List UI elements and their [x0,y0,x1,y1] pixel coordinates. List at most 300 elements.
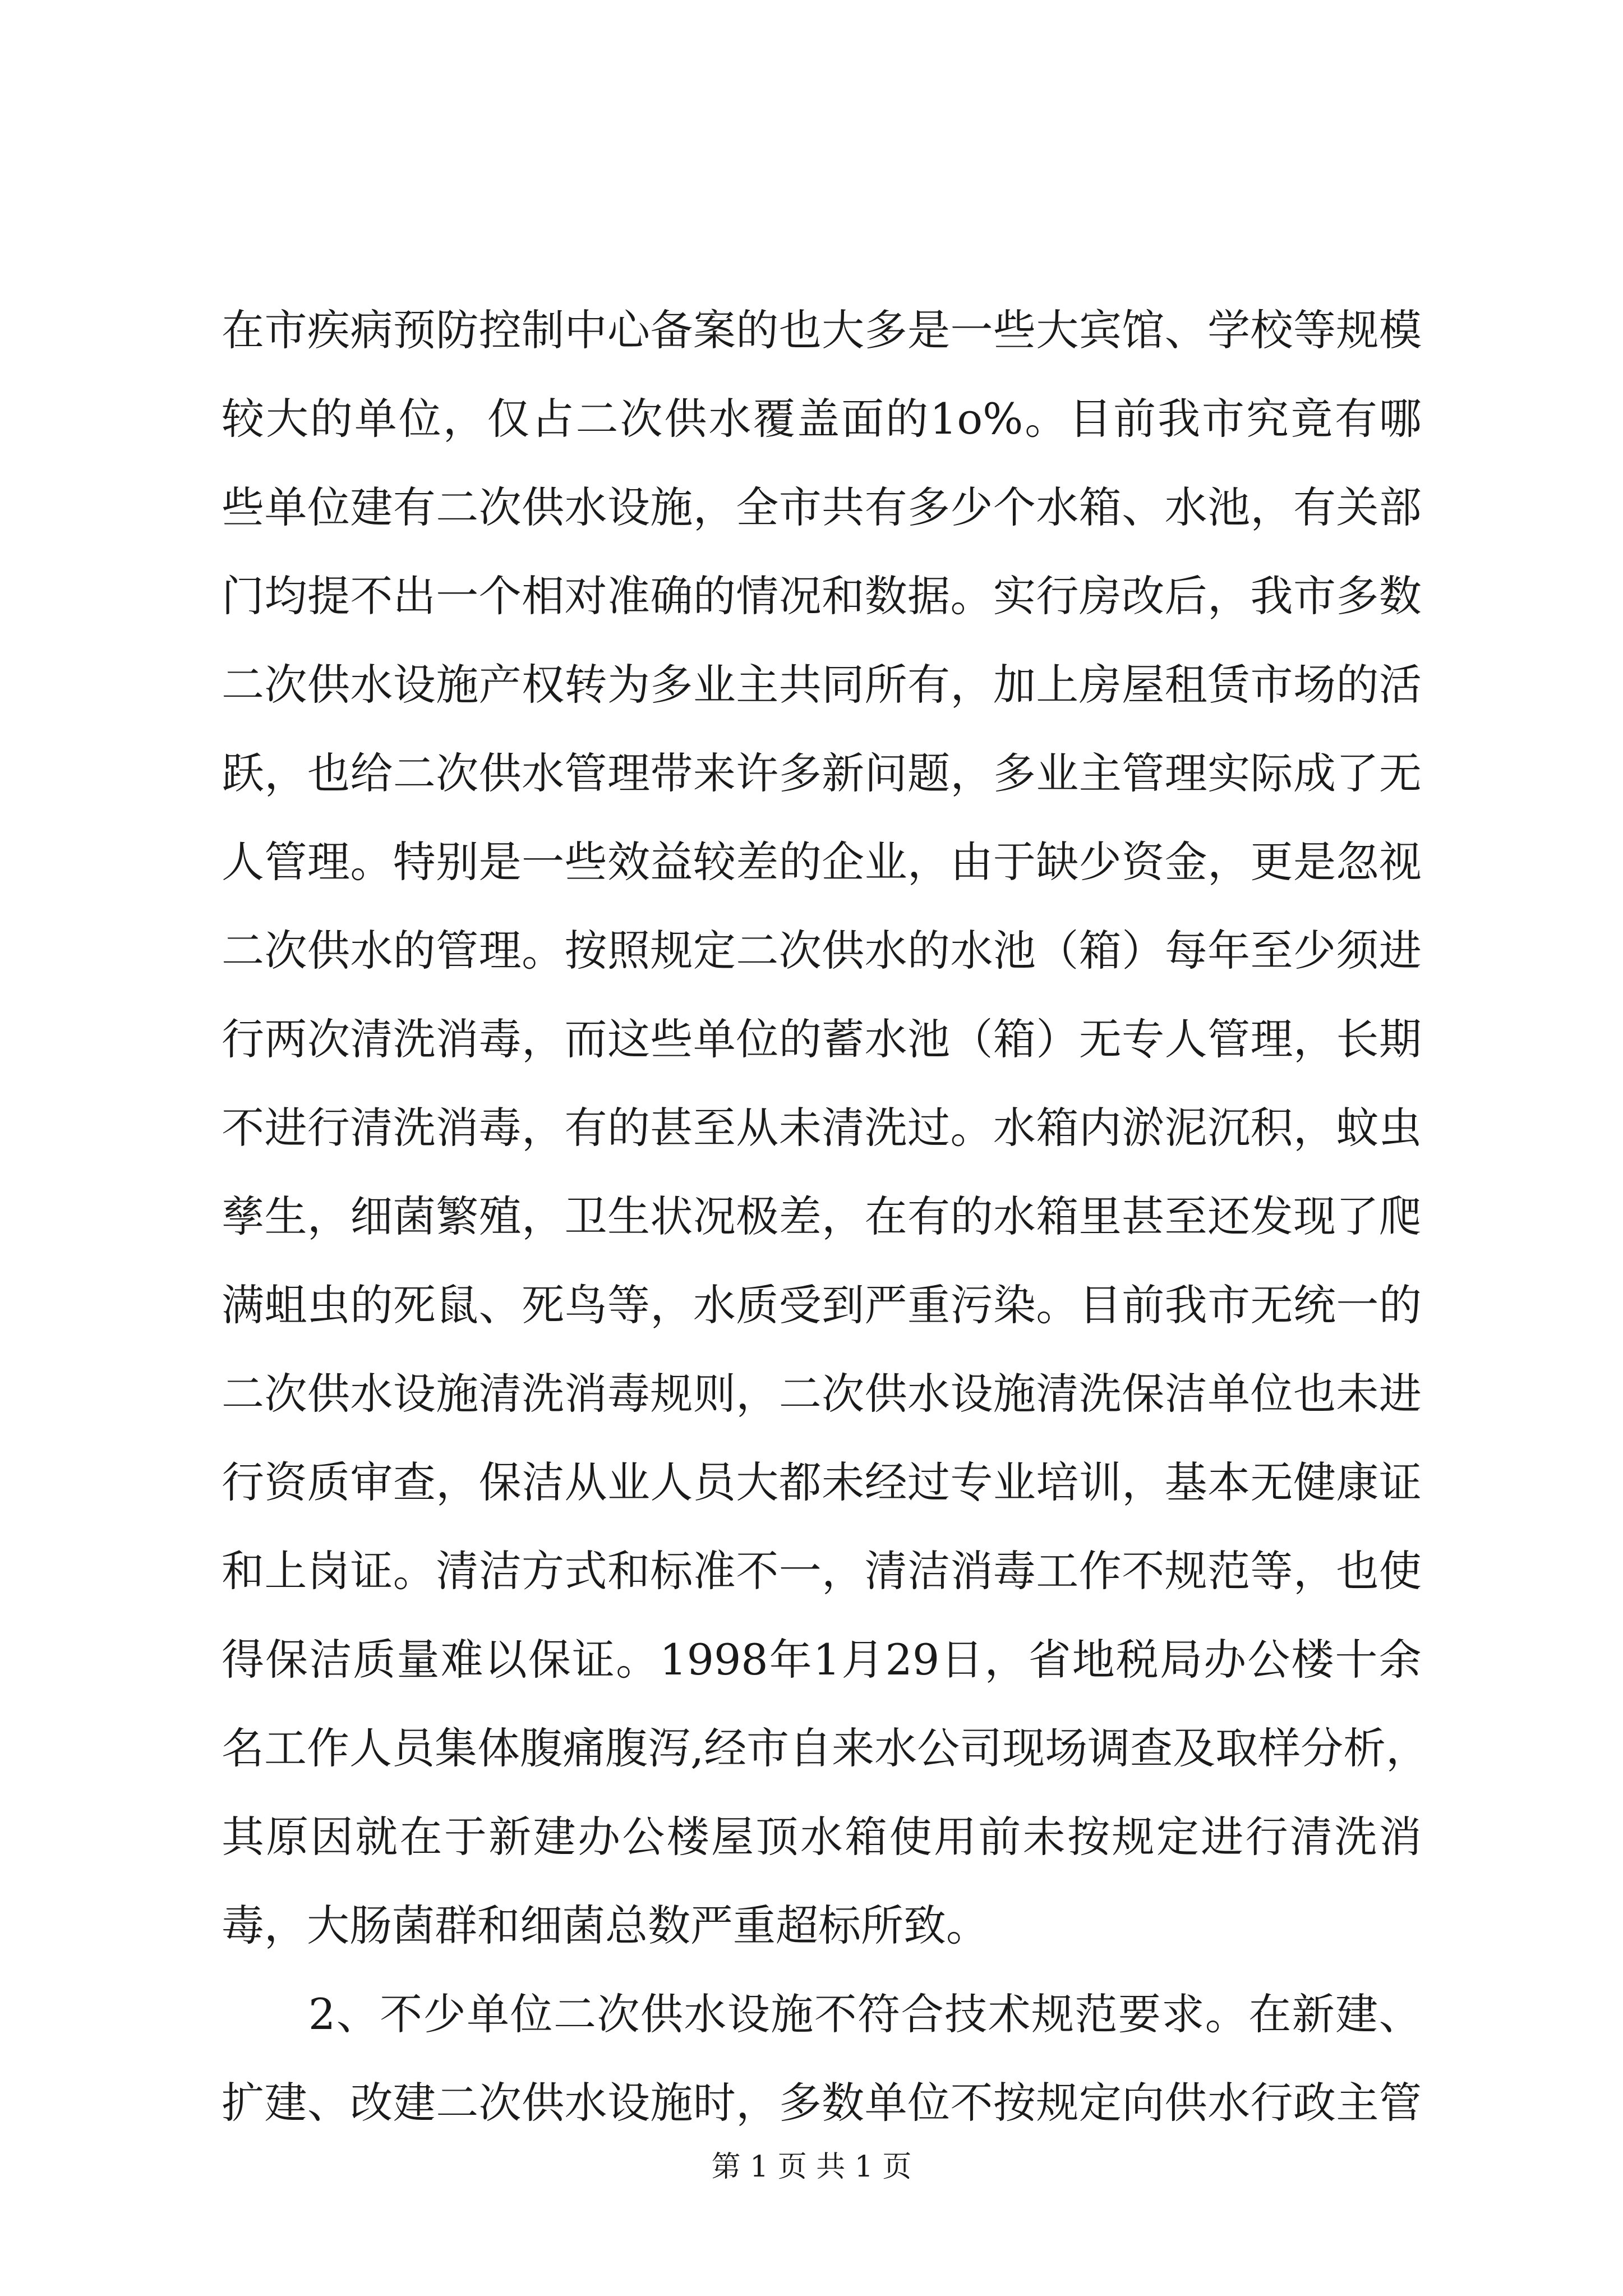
glyph: 税 [1115,1635,1159,1685]
glyph: 满 [222,1280,264,1330]
glyph: 清 [822,1103,865,1153]
glyph: 问 [864,748,907,798]
glyph: 的 [693,571,736,621]
glyph: 水 [993,1103,1036,1153]
glyph: 泻 [648,1723,690,1773]
glyph: 管 [264,837,307,887]
glyph: ， [736,1369,779,1419]
glyph: 共 [822,482,865,532]
glyph: 按 [564,926,607,976]
glyph: 泥 [1164,1103,1207,1153]
glyph: 主 [1078,748,1122,798]
glyph: 房 [1078,660,1122,710]
glyph: 人 [349,1723,392,1773]
glyph: 位 [307,482,350,532]
glyph: 位 [1250,1369,1293,1419]
glyph: 一 [1336,1280,1379,1330]
glyph: 清 [350,1014,393,1064]
glyph: 因 [310,1812,353,1862]
glyph: 备 [650,305,693,355]
glyph: 毒 [607,1369,650,1419]
glyph: 箱 [1078,926,1122,976]
glyph: 了 [1336,1191,1379,1241]
glyph: 不 [380,1989,423,2039]
glyph: 蓄 [822,1014,865,1064]
glyph: 、 [1378,1989,1422,2039]
glyph: 楼 [666,1812,709,1862]
glyph: 符 [857,1989,901,2039]
glyph: ， [1207,571,1251,621]
glyph: 次 [478,2078,522,2128]
glyph: 、 [1164,305,1207,355]
glyph: 楼 [1291,1635,1334,1685]
glyph: 防 [436,305,479,355]
glyph: 确 [650,571,693,621]
glyph: 供 [1164,2078,1207,2128]
glyph: 消 [950,1546,993,1596]
glyph: 审 [350,1457,393,1507]
glyph: 多 [864,305,907,355]
glyph: 洗 [393,1103,436,1153]
glyph: 发 [1250,1191,1293,1241]
text-line [222,1616,1422,1704]
glyph: ， [736,2078,779,2128]
glyph: 多 [993,748,1036,798]
glyph: 管 [1378,2078,1422,2128]
text-line [222,1172,1422,1261]
glyph: 量 [396,1635,440,1685]
glyph: 一 [522,837,565,887]
glyph: 年 [1207,926,1251,976]
glyph: 管 [564,748,607,798]
body-text [222,286,1429,2147]
glyph: 资 [264,1457,307,1507]
glyph: 地 [1072,1635,1115,1685]
glyph: 水 [350,926,393,976]
glyph: 须 [1336,926,1379,976]
glyph: 保 [1122,1369,1165,1419]
glyph: 规 [1036,2078,1079,2128]
glyph: 二 [575,394,619,444]
glyph: 作 [307,1723,349,1773]
glyph: 月 [841,1635,884,1685]
glyph: ， [264,748,307,798]
glyph: 的 [1378,1280,1422,1330]
glyph: 差 [778,1191,822,1241]
glyph: 按 [993,2078,1036,2128]
text-line [222,552,1422,641]
glyph: 繁 [436,1191,479,1241]
glyph: 孳 [222,1191,264,1241]
glyph: 无 [1250,1280,1293,1330]
glyph: 数 [1378,571,1422,621]
glyph: 况 [778,571,822,621]
glyph: 向 [1122,2078,1165,2128]
glyph: 保 [478,1457,522,1507]
glyph: 市 [746,1723,790,1773]
glyph: 质 [353,1635,396,1685]
glyph: ） [1122,926,1165,976]
glyph: 水 [1207,2078,1251,2128]
glyph: 少 [423,1989,466,2039]
glyph: 有 [564,1103,607,1153]
glyph: 二 [778,1369,822,1419]
glyph: 康 [1336,1457,1379,1507]
glyph: 设 [950,1369,993,1419]
glyph: 市 [1293,571,1336,621]
glyph: 行 [222,1014,264,1064]
glyph: ， [436,1457,479,1507]
glyph: 供 [522,2078,565,2128]
glyph: 长 [1336,1014,1379,1064]
text-line [222,1261,1422,1350]
glyph: 行 [1036,571,1079,621]
glyph: 控 [478,305,522,355]
glyph: 水 [1036,482,1079,532]
glyph: 供 [307,1369,350,1419]
glyph: 屋 [1122,660,1165,710]
glyph: 同 [822,660,865,710]
glyph: 两 [264,1014,307,1064]
glyph: 管 [1122,748,1165,798]
glyph: 蚊 [1336,1103,1379,1153]
glyph: 池 [993,926,1036,976]
glyph: 使 [889,1812,932,1862]
glyph: 集 [435,1723,477,1773]
glyph: 的 [393,926,436,976]
glyph: ， [1293,1014,1336,1064]
glyph: （ [1036,926,1079,976]
glyph: 消 [436,1014,479,1064]
text-line [222,641,1422,729]
glyph: 、 [478,1280,522,1330]
glyph: 不 [736,1546,779,1596]
glyph: 主 [1336,2078,1379,2128]
glyph: 规 [1336,305,1379,355]
glyph: 消 [1378,1812,1422,1862]
glyph: 有 [1293,482,1336,532]
glyph: 给 [350,748,393,798]
text-line [222,1970,1422,2059]
glyph: 少 [950,482,993,532]
glyph: 建 [393,2078,436,2128]
glyph: 上 [264,1546,307,1596]
glyph: 单 [693,1014,736,1064]
glyph: 模 [1378,305,1422,355]
glyph: 生 [607,1191,650,1241]
glyph: 现 [1002,1723,1045,1773]
glyph: 水 [874,1723,917,1773]
glyph: 新 [488,1812,532,1862]
glyph: 而 [564,1014,607,1064]
glyph: 29 [885,1635,940,1685]
glyph: 未 [1336,1369,1379,1419]
glyph: 少 [1293,926,1336,976]
glyph: 些 [222,482,264,532]
glyph: 。 [522,926,565,976]
glyph: 样 [1258,1723,1301,1773]
glyph: 要 [1118,1989,1161,2039]
glyph: 腹 [520,1723,562,1773]
glyph: 作 [1078,1546,1122,1596]
glyph: 无 [1378,748,1422,798]
glyph: 取 [1215,1723,1258,1773]
glyph: 业 [864,837,907,887]
glyph: 洁 [309,1635,352,1685]
text-line [222,995,1422,1084]
glyph: 建 [264,2078,307,2128]
glyph: 水 [864,1014,907,1064]
glyph: 多 [1336,571,1379,621]
glyph: 数 [864,571,907,621]
glyph: 市 [264,305,307,355]
glyph: 调 [1087,1723,1131,1773]
glyph: 箱 [993,1014,1036,1064]
glyph: 行 [1245,1812,1288,1862]
glyph: 清 [350,1103,393,1153]
glyph: 后 [1164,571,1207,621]
glyph: 视 [1378,837,1422,887]
glyph: 案 [693,305,736,355]
glyph: 疾 [307,305,350,355]
glyph: 成 [1293,748,1336,798]
glyph: 行 [222,1457,264,1507]
glyph: 鼠 [436,1280,479,1330]
text-line: 毒，大肠菌群和细菌总数严重超标所致。 [222,1901,989,1950]
glyph: 进 [1201,1812,1244,1862]
glyph: 馆 [1122,305,1165,355]
glyph: 积 [1250,1103,1293,1153]
glyph: 二 [393,748,436,798]
glyph: 的 [907,926,950,976]
glyph: 于 [993,837,1036,887]
glyph: 供 [522,482,565,532]
glyph: 供 [307,926,350,976]
glyph: 消 [436,1103,479,1153]
glyph: 质 [307,1457,350,1507]
glyph: 消 [564,1369,607,1419]
glyph: 主 [736,660,779,710]
glyph: 活 [1378,660,1422,710]
glyph: 建 [350,482,393,532]
glyph: 1 [813,1635,841,1685]
glyph: 里 [1078,1191,1122,1241]
glyph: 进 [1378,1369,1422,1419]
glyph: 水 [864,926,907,976]
glyph: 至 [1250,926,1293,976]
glyph: 我 [1158,394,1201,444]
glyph: 的 [778,837,822,887]
glyph: 死 [393,1280,436,1330]
glyph: 都 [778,1457,822,1507]
glyph: 前 [1122,1280,1165,1330]
glyph: 洁 [522,1457,565,1507]
glyph: 业 [1036,748,1079,798]
glyph: 水 [693,1280,736,1330]
glyph: 些 [993,305,1036,355]
glyph: 较 [693,837,736,887]
glyph: 式 [564,1546,607,1596]
glyph: 等 [1250,1546,1293,1596]
glyph: 甚 [1122,1191,1165,1241]
glyph: 标 [650,1546,693,1596]
glyph: 术 [988,1989,1031,2039]
glyph: 资 [1122,837,1165,887]
glyph: 二 [222,926,264,976]
glyph: 析 [1343,1723,1386,1773]
glyph: 箱 [1078,482,1122,532]
text-line [222,463,1422,552]
glyph: 理 [478,926,522,976]
glyph: 更 [1250,837,1293,887]
glyph: 我 [1250,571,1293,621]
glyph: 现 [1293,1191,1336,1241]
glyph: 未 [1022,1812,1066,1862]
glyph: 至 [1164,1191,1207,1241]
glyph: 未 [778,1103,822,1153]
glyph: 这 [607,1014,650,1064]
glyph: 照 [607,926,650,976]
glyph: 范 [1207,1546,1251,1596]
glyph: 清 [478,1369,522,1419]
glyph: 细 [350,1191,393,1241]
glyph: 二 [222,660,264,710]
glyph: ， [442,394,486,444]
glyph: 较 [222,394,264,444]
glyph: 死 [522,1280,565,1330]
glyph: 设 [393,1369,436,1419]
glyph: ， [1293,1103,1336,1153]
glyph: 预 [393,305,436,355]
glyph: 金 [1164,837,1207,887]
glyph: 痛 [562,1723,605,1773]
glyph: 人 [650,1457,693,1507]
glyph: 不 [950,2078,993,2128]
glyph: 部 [1378,482,1422,532]
glyph: 年 [769,1635,812,1685]
glyph: 水 [950,926,993,976]
glyph: 了 [1336,748,1379,798]
glyph: 新 [1292,1989,1335,2039]
glyph: 沉 [1207,1103,1251,1153]
glyph: 证 [572,1635,615,1685]
glyph: 人 [1164,1014,1207,1064]
glyph: 1998 [660,1635,768,1685]
glyph: ， [1386,1723,1429,1773]
glyph: 前 [1113,394,1156,444]
glyph: 许 [736,748,779,798]
glyph: 水 [708,394,751,444]
glyph: 证 [1378,1457,1422,1507]
glyph: 缺 [1036,837,1079,887]
glyph: 原 [266,1812,309,1862]
glyph: ， [522,1191,565,1241]
glyph: ， [307,1191,350,1241]
text-line [222,1084,1422,1172]
glyph: 的 [350,1280,393,1330]
glyph: 。 [950,571,993,621]
glyph: 不 [222,1103,264,1153]
glyph: 准 [693,1546,736,1596]
glyph: 的 [778,1014,822,1064]
glyph: 不 [350,571,393,621]
glyph: 状 [650,1191,693,1241]
glyph: 就 [355,1812,398,1862]
glyph: 情 [736,571,779,621]
glyph: 不 [1122,1546,1165,1596]
glyph: 和 [822,571,865,621]
glyph: 使 [1378,1546,1422,1596]
glyph: 的 [886,394,929,444]
glyph: 过 [907,1103,950,1153]
glyph: ） [1036,1014,1079,1064]
glyph: 行 [307,1103,350,1153]
text-line [222,1793,1422,1881]
glyph: 单 [354,394,397,444]
glyph: 跃 [222,748,264,798]
glyph: 实 [1207,748,1251,798]
glyph: 经 [704,1723,747,1773]
glyph: 局 [1160,1635,1202,1685]
glyph: 水 [564,2078,607,2128]
glyph: 位 [510,1989,553,2039]
glyph: ， [822,1191,865,1241]
glyph: 在 [399,1812,442,1862]
text-line [222,2059,1422,2147]
glyph: 二 [222,1369,264,1419]
glyph: 无 [1078,1014,1122,1064]
glyph: 。 [350,837,393,887]
glyph: 大 [1036,305,1079,355]
glyph: 供 [864,1369,907,1419]
glyph: 实 [993,571,1036,621]
glyph: 宾 [1078,305,1122,355]
glyph: 租 [1164,660,1207,710]
glyph: 来 [832,1723,875,1773]
glyph: 有 [1334,394,1377,444]
glyph: 的 [736,305,779,355]
glyph: 目 [1069,394,1112,444]
glyph: 严 [864,1280,907,1330]
glyph: 箱 [845,1812,888,1862]
glyph: 工 [264,1723,307,1773]
glyph: 些 [650,1014,693,1064]
text-line [222,818,1422,907]
glyph: 工 [1036,1546,1079,1596]
glyph: 改 [350,2078,393,2128]
glyph: 保 [528,1635,571,1685]
glyph: 自 [789,1723,832,1773]
glyph: 池 [907,1014,950,1064]
glyph: 所 [864,660,907,710]
glyph: 建 [1335,1989,1378,2039]
glyph: 还 [1207,1191,1251,1241]
glyph: 方 [522,1546,565,1596]
glyph: 制 [522,305,565,355]
glyph: 定 [1078,2078,1122,2128]
glyph: 是 [478,837,522,887]
glyph: 单 [264,482,307,532]
glyph [265,1993,307,2036]
glyph: 理 [307,837,350,887]
glyph: 水 [993,1191,1036,1241]
glyph: 水 [350,660,393,710]
glyph: 办 [1204,1635,1247,1685]
glyph: 本 [1207,1457,1251,1507]
glyph: 面 [841,394,884,444]
glyph: 菌 [393,1191,436,1241]
glyph: 位 [398,394,441,444]
